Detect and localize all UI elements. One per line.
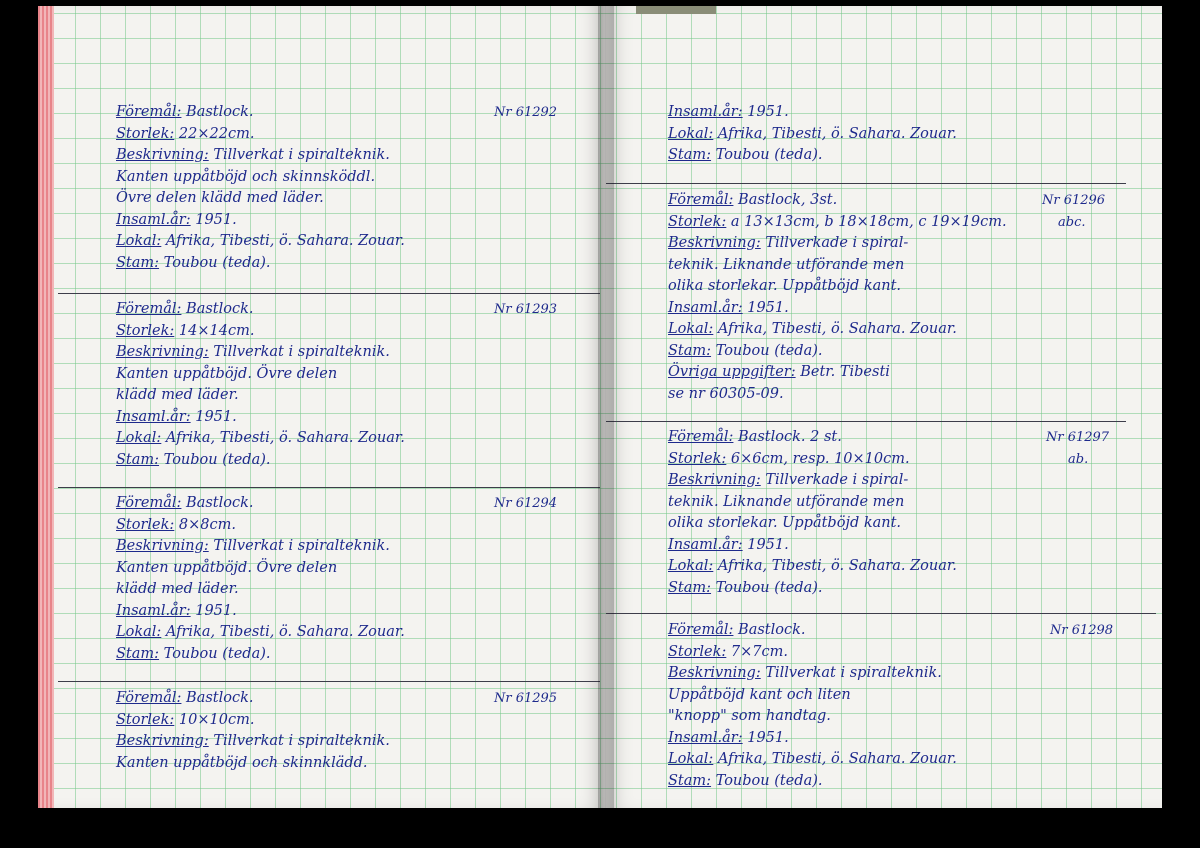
field-value: 1951. xyxy=(742,299,789,316)
field-label: Insaml.år: xyxy=(668,536,743,553)
field-label: Lokal: xyxy=(668,558,714,574)
field-value: Bastlock, 3st. xyxy=(733,192,838,208)
field-label: Insaml.år: xyxy=(116,602,191,619)
field-value: Afrika, Tibesti, ö. Sahara. Zouar. xyxy=(161,624,405,640)
field-value: Betr. Tibesti xyxy=(795,364,890,380)
entry-line xyxy=(116,210,586,232)
entry-line xyxy=(116,622,586,644)
field-value: se nr 60305-09. xyxy=(668,385,784,402)
field-value: Kanten uppåtböjd. Övre delen xyxy=(116,559,338,576)
entry-line xyxy=(668,341,1138,363)
field-value: Bastlock. xyxy=(181,495,254,511)
entry-line xyxy=(116,188,586,210)
field-value: a 13×13cm, b 18×18cm, c 19×19cm. xyxy=(726,213,1007,230)
field-label: Lokal: xyxy=(668,321,714,337)
entry-line xyxy=(668,771,1138,793)
entry-line xyxy=(668,513,1138,535)
field-label: Stam: xyxy=(116,645,160,662)
field-value: Afrika, Tibesti, ö. Sahara. Zouar. xyxy=(713,125,957,142)
field-label: Beskrivning: xyxy=(668,235,761,251)
catalog-number: Nr 61297 xyxy=(1046,430,1110,445)
catalog-entry-61294 xyxy=(116,493,586,665)
field-label: Föremål: xyxy=(116,301,182,317)
field-label: Föremål: xyxy=(116,690,182,706)
entry-line xyxy=(116,644,586,666)
field-label: Storlek: xyxy=(116,125,175,142)
page-edge-red xyxy=(38,6,54,808)
field-value: Toubou (teda). xyxy=(159,254,271,271)
entry-line xyxy=(668,556,1138,578)
field-value: Toubou (teda). xyxy=(159,645,271,662)
cover-edge xyxy=(636,6,716,14)
field-value: Afrika, Tibesti, ö. Sahara. Zouar. xyxy=(713,558,957,574)
entry-line xyxy=(668,102,1138,124)
entry-line xyxy=(116,536,586,558)
field-value: 1951. xyxy=(190,602,237,619)
catalog-number: Nr 61294 xyxy=(494,496,558,511)
field-value: teknik. Liknande utförande men xyxy=(668,256,905,273)
field-label: Stam: xyxy=(668,147,712,163)
field-value: Toubou (teda). xyxy=(711,579,823,596)
entry-line xyxy=(116,428,586,450)
right-page xyxy=(606,6,1162,808)
entry-line xyxy=(116,731,586,753)
field-value: klädd med läder. xyxy=(116,387,239,403)
field-value: 1951. xyxy=(190,211,237,228)
entry-line xyxy=(668,642,1138,664)
entry-line xyxy=(116,710,586,732)
entry-divider xyxy=(58,293,600,294)
entry-line xyxy=(668,535,1138,557)
field-value: olika storlekar. Uppåtböjd kant. xyxy=(668,278,902,294)
field-value: Tillverkade i spiral- xyxy=(760,472,909,488)
entry-line xyxy=(116,231,586,253)
catalog-number: Nr 61293 xyxy=(494,302,558,317)
field-label: Lokal: xyxy=(668,751,714,767)
field-label: Övriga uppgifter: xyxy=(668,364,796,380)
field-value: 7×7cm. xyxy=(726,643,789,660)
field-value: Afrika, Tibesti, ö. Sahara. Zouar. xyxy=(713,321,957,337)
field-value: Kanten uppåtböjd. Övre delen xyxy=(116,365,338,382)
field-value: Afrika, Tibesti, ö. Sahara. Zouar. xyxy=(713,751,957,767)
field-label: Storlek: xyxy=(668,213,727,230)
entry-line xyxy=(116,342,586,364)
entry-line xyxy=(668,749,1138,771)
field-label: Storlek: xyxy=(116,322,175,339)
field-value: klädd med läder. xyxy=(116,581,239,597)
field-value: Tillverkat i spiralteknik. xyxy=(760,665,942,681)
entry-line xyxy=(116,579,586,601)
entry-line xyxy=(668,578,1138,600)
entry-line xyxy=(668,492,1138,514)
field-value: Kanten uppåtböjd och skinnklädd. xyxy=(116,754,368,771)
field-label: Insaml.år: xyxy=(668,299,743,316)
entry-line xyxy=(668,233,1138,255)
entry-line xyxy=(668,706,1138,728)
field-value: 8×8cm. xyxy=(174,516,237,533)
field-value: teknik. Liknande utförande men xyxy=(668,493,905,510)
entry-divider xyxy=(58,681,600,682)
entry-line xyxy=(116,167,586,189)
entry-line xyxy=(668,728,1138,750)
field-label: Insaml.år: xyxy=(668,729,743,746)
entry-line xyxy=(116,321,586,343)
field-label: Stam: xyxy=(668,342,712,359)
field-value: olika storlekar. Uppåtböjd kant. xyxy=(668,515,902,531)
entry-line xyxy=(668,663,1138,685)
field-label: Insaml.år: xyxy=(668,104,743,120)
field-label: Beskrivning: xyxy=(116,344,209,360)
field-label: Stam: xyxy=(668,579,712,596)
open-notebook xyxy=(38,6,1162,808)
field-label: Insaml.år: xyxy=(116,211,191,228)
entry-line xyxy=(116,145,586,167)
entry-line xyxy=(668,255,1138,277)
entry-line xyxy=(668,298,1138,320)
field-label: Storlek: xyxy=(116,516,175,533)
field-label: Storlek: xyxy=(668,643,727,660)
field-value: Tillverkat i spiralteknik. xyxy=(208,538,390,554)
field-value: Tillverkat i spiralteknik. xyxy=(208,147,390,163)
field-value: Toubou (teda). xyxy=(711,342,823,359)
field-label: Lokal: xyxy=(116,624,162,640)
field-value: Toubou (teda). xyxy=(711,147,823,163)
field-label: Stam: xyxy=(668,772,712,789)
entry-line xyxy=(668,276,1138,298)
book-gutter xyxy=(598,6,614,808)
entry-divider xyxy=(606,183,1126,184)
catalog-number: Nr 61296 xyxy=(1042,193,1106,208)
field-label: Lokal: xyxy=(668,125,714,142)
field-value: 1951. xyxy=(742,729,789,746)
entry-line xyxy=(668,384,1138,406)
field-value: 1951. xyxy=(742,536,789,553)
field-label: Insaml.år: xyxy=(116,408,191,425)
field-label: Föremål: xyxy=(116,495,182,511)
catalog-number: Nr 61292 xyxy=(494,105,558,120)
field-value: Kanten uppåtböjd och skinnsköddl. xyxy=(116,168,376,185)
field-value: 6×6cm, resp. 10×10cm. xyxy=(726,450,910,467)
entry-line xyxy=(116,515,586,537)
field-label: Beskrivning: xyxy=(116,147,209,163)
catalog-subletters: abc. xyxy=(1058,215,1086,230)
catalog-subletters: ab. xyxy=(1068,452,1089,467)
field-label: Lokal: xyxy=(116,233,162,249)
field-label: Beskrivning: xyxy=(116,538,209,554)
field-label: Föremål: xyxy=(116,104,182,120)
field-label: Föremål: xyxy=(668,622,734,638)
entry-line xyxy=(668,124,1138,146)
entry-line xyxy=(116,364,586,386)
entry-line xyxy=(668,319,1138,341)
field-value: 1951. xyxy=(742,104,789,120)
entry-line xyxy=(668,362,1138,384)
field-label: Stam: xyxy=(116,254,160,271)
catalog-entry-61292 xyxy=(116,102,586,274)
field-value: 22×22cm. xyxy=(174,125,255,142)
catalog-number: Nr 61295 xyxy=(494,691,558,706)
field-label: Föremål: xyxy=(668,192,734,208)
entry-line xyxy=(116,558,586,580)
field-label: Beskrivning: xyxy=(116,733,209,749)
field-value: 1951. xyxy=(190,408,237,425)
field-label: Beskrivning: xyxy=(668,472,761,488)
catalog-entry-61298 xyxy=(668,620,1138,792)
field-label: Storlek: xyxy=(116,711,175,728)
field-value: Bastlock. xyxy=(181,301,254,317)
field-value: Bastlock. xyxy=(181,690,254,706)
entry-line xyxy=(668,685,1138,707)
field-value: Toubou (teda). xyxy=(711,772,823,789)
entry-line xyxy=(116,601,586,623)
entry-line xyxy=(116,407,586,429)
entry-divider xyxy=(606,421,1126,422)
field-value: Bastlock. xyxy=(733,622,806,638)
field-label: Beskrivning: xyxy=(668,665,761,681)
field-value: Övre delen klädd med läder. xyxy=(116,190,324,206)
field-value: Toubou (teda). xyxy=(159,451,271,468)
field-value: Tillverkat i spiralteknik. xyxy=(208,344,390,360)
field-label: Storlek: xyxy=(668,450,727,467)
field-value: Afrika, Tibesti, ö. Sahara. Zouar. xyxy=(161,233,405,249)
catalog-entry-61293 xyxy=(116,299,586,471)
entry-line xyxy=(116,385,586,407)
field-value: Bastlock. 2 st. xyxy=(733,429,842,445)
catalog-number: Nr 61298 xyxy=(1050,623,1114,638)
field-value: Tillverkat i spiralteknik. xyxy=(208,733,390,749)
entry-divider xyxy=(58,487,600,488)
entry-line xyxy=(668,145,1138,167)
field-label: Stam: xyxy=(116,451,160,468)
field-value: 10×10cm. xyxy=(174,711,255,728)
field-value: 14×14cm. xyxy=(174,322,255,339)
field-value: Uppåtböjd kant och liten xyxy=(668,686,851,703)
entry-line xyxy=(116,753,586,775)
left-page xyxy=(38,6,606,808)
field-label: Lokal: xyxy=(116,430,162,446)
field-value: Bastlock. xyxy=(181,104,254,120)
entry-line xyxy=(668,470,1138,492)
field-value: "knopp" som handtag. xyxy=(668,708,831,724)
entry-line xyxy=(116,253,586,275)
field-label: Föremål: xyxy=(668,429,734,445)
field-value: Tillverkade i spiral- xyxy=(760,235,909,251)
entry-divider xyxy=(606,613,1156,614)
field-value: Afrika, Tibesti, ö. Sahara. Zouar. xyxy=(161,430,405,446)
catalog-entry-continued xyxy=(668,102,1138,167)
entry-line xyxy=(116,450,586,472)
entry-line xyxy=(116,124,586,146)
